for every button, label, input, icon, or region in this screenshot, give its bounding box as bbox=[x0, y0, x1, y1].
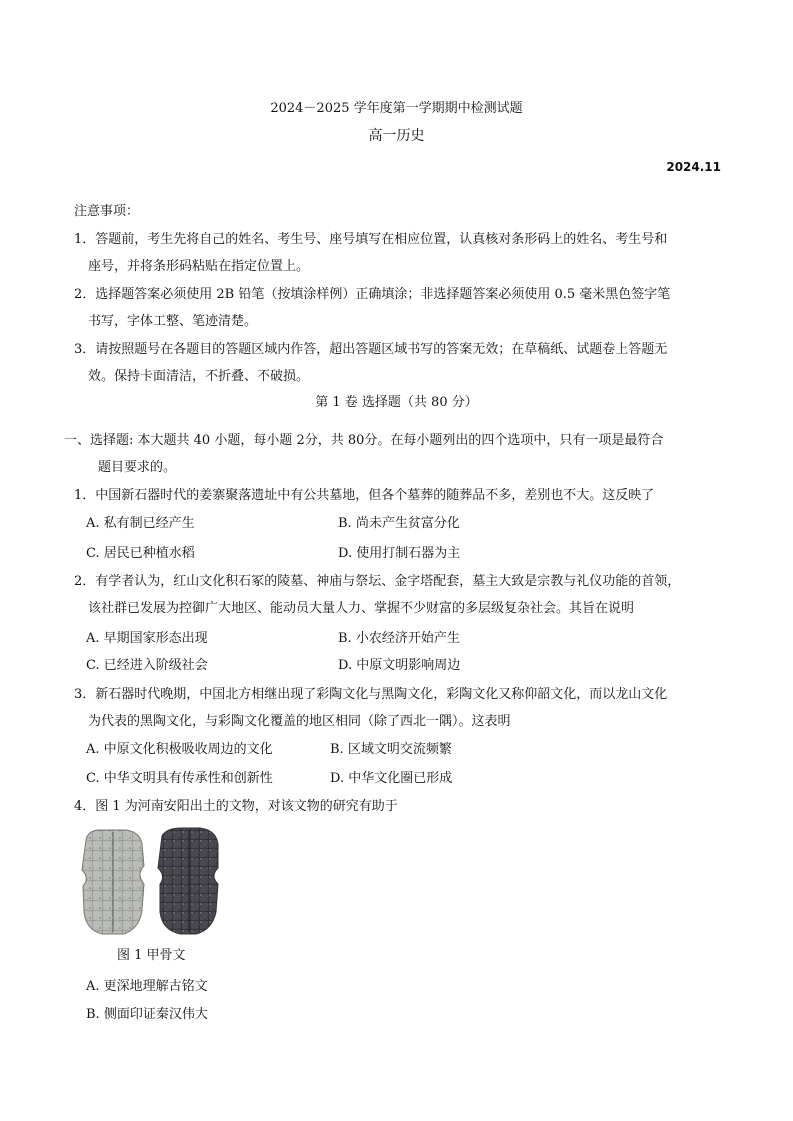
exam-date: 2024.11 bbox=[666, 160, 721, 174]
question-4-stem: 4．图 1 为河南安阳出土的文物，对该文物的研究有助于 bbox=[74, 799, 398, 814]
notice-item-3-line-1: 3．请按照题号在各题目的答题区域内作答，超出答题区域书写的答案无效；在草稿纸、试题卷上答题无 bbox=[74, 342, 668, 357]
section-instruction-line-1: 一、选择题: 本大题共 40 小题，每小题 2分，共 80分。在每小题列出的四个选项中，只有一项是最符合 bbox=[64, 433, 664, 448]
question-3-option-c: C. 中华文明具有传承性和创新性 bbox=[86, 771, 273, 786]
question-2-stem-line-2: 该社群已发展为控御广大地区、能动员大量人力、掌握不少财富的多层级复杂社会。其旨在说明 bbox=[88, 601, 635, 616]
question-4-option-b: B. 侧面印证秦汉伟大 bbox=[86, 1007, 208, 1022]
question-3-option-a: A. 中原文化积极吸收周边的文化 bbox=[86, 742, 273, 757]
section-instruction-line-2: 题目要求的。 bbox=[98, 460, 177, 475]
question-2-option-c: C. 已经进入阶级社会 bbox=[86, 658, 208, 673]
question-1-option-d: D. 使用打制石器为主 bbox=[338, 546, 461, 561]
exam-title: 2024－2025 学年度第一学期期中检测试题 bbox=[270, 101, 523, 116]
notice-item-1-line-1: 1．答题前，考生先将自己的姓名、考生号、座号填写在相应位置，认真核对条形码上的姓名、考生号和 bbox=[74, 232, 668, 247]
notice-item-2-line-1: 2．选择题答案必须使用 2B 铅笔（按填涂样例）正确填涂；非选择题答案必须使用 0.5 毫米黑色签字笔 bbox=[74, 287, 671, 302]
notice-heading: 注意事项： bbox=[74, 204, 140, 219]
section-title: 第 1 卷 选择题（共 80 分） bbox=[315, 395, 478, 410]
question-2-option-b: B. 小农经济开始产生 bbox=[338, 631, 460, 646]
dark-shell bbox=[158, 828, 218, 934]
question-2-option-a: A. 早期国家形态出现 bbox=[86, 631, 208, 646]
question-3-option-b: B. 区域文明交流频繁 bbox=[330, 742, 452, 757]
question-1-option-a: A. 私有制已经产生 bbox=[86, 516, 195, 531]
notice-item-3-line-2: 效。保持卡面清洁，不折叠、不破损。 bbox=[88, 369, 310, 384]
notice-item-2-line-2: 书写，字体工整、笔迹清楚。 bbox=[88, 314, 258, 329]
question-4-option-a: A. 更深地理解古铭文 bbox=[86, 979, 208, 994]
exam-subtitle: 高一历史 bbox=[368, 128, 425, 144]
question-3-stem-line-2: 为代表的黑陶文化，与彩陶文化覆盖的地区相同（除了西北一隅）。这表明 bbox=[88, 714, 511, 729]
question-1-stem: 1．中国新石器时代的姜寨聚落遗址中有公共墓地，但各个墓葬的随葬品不多，差别也不大。这反映了 bbox=[74, 488, 655, 503]
figure-caption: 图 1 甲骨文 bbox=[117, 948, 186, 963]
question-1-option-b: B. 尚未产生贫富分化 bbox=[338, 516, 460, 531]
notice-item-1-line-2: 座号，并将条形码粘贴在指定位置上。 bbox=[88, 259, 310, 274]
question-2-option-d: D. 中原文明影响周边 bbox=[338, 658, 461, 673]
oracle-bone-shells-image bbox=[78, 826, 222, 938]
question-1-option-c: C. 居民已种植水稻 bbox=[86, 546, 195, 561]
question-2-stem-line-1: 2．有学者认为，红山文化积石冢的陵墓、神庙与祭坛、金字塔配套，墓主大致是宗教与礼仪功能的首领， bbox=[74, 574, 681, 589]
question-3-option-d: D. 中华文化圈已形成 bbox=[330, 771, 453, 786]
question-3-stem-line-1: 3．新石器时代晚期，中国北方相继出现了彩陶文化与黑陶文化，彩陶文化又称仰韶文化，而以龙山文化 bbox=[74, 687, 668, 702]
